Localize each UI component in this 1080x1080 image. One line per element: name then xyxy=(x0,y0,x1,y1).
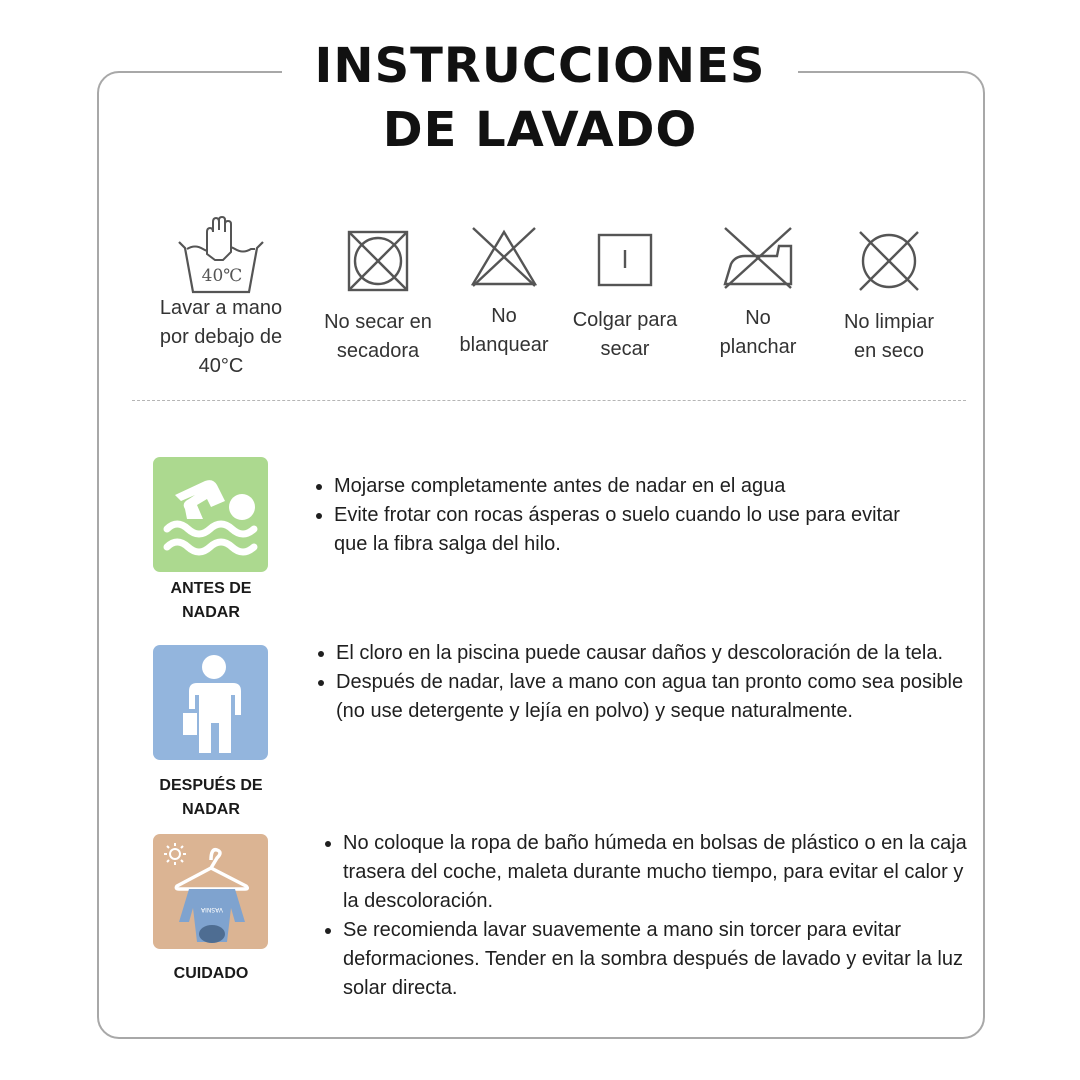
caption-after-line-2: NADAR xyxy=(182,801,240,818)
list-item: • Se recomienda lavar suavemente a mano sin torcer para evitar deformaciones. Tender en la sombra después de lavado y evitar la luz solar directa. xyxy=(343,916,971,1003)
section-caption-before xyxy=(140,577,282,625)
care-symbol-line-dry xyxy=(564,232,686,364)
care-symbol-no-tumble-dry xyxy=(312,228,444,366)
caption-before-line-2: NADAR xyxy=(182,604,240,621)
hanger-swimsuit-icon xyxy=(153,834,268,949)
list-item: • El cloro en la piscina puede causar daños y descoloración de la tela. xyxy=(336,639,966,668)
title-line-2: DE LAVADO xyxy=(382,102,698,158)
no-bleach-icon xyxy=(469,226,539,288)
section-caption-care xyxy=(140,962,282,986)
section-bullets-care xyxy=(321,829,971,1003)
no-iron-label-1: No xyxy=(745,307,771,329)
no-bleach-label-1: No xyxy=(491,305,517,327)
no-tumble-dry-icon xyxy=(345,228,411,294)
page-title xyxy=(0,34,1080,162)
no-iron-icon xyxy=(721,226,795,290)
care-symbol-no-bleach xyxy=(448,226,560,360)
no-iron-label-2: planchar xyxy=(719,336,797,358)
list-item: • No coloque la ropa de baño húmeda en bolsas de plástico o en la caja trasera del coche, maleta durante mucho tiempo, para evitar el calor y la descoloración. xyxy=(343,829,971,916)
no-bleach-label-2: blanquear xyxy=(459,334,549,356)
dashed-divider xyxy=(132,400,966,401)
line-dry-label-1: Colgar para xyxy=(572,309,678,331)
no-dry-clean-label-2: en seco xyxy=(853,340,925,362)
section-caption-after xyxy=(140,774,282,822)
no-tumble-dry-label-2: secadora xyxy=(336,340,420,362)
section-bullets-after xyxy=(314,639,966,726)
caption-care-line-1: CUIDADO xyxy=(173,965,249,982)
care-symbol-no-dry-clean xyxy=(826,228,952,366)
section-icon-tile-after xyxy=(153,645,268,760)
caption-before-line-1: ANTES DE xyxy=(170,580,252,597)
swimsuit-label: VASNIA xyxy=(201,906,223,913)
no-dry-clean-icon xyxy=(856,228,922,294)
hand-wash-icon xyxy=(175,216,267,294)
person-with-bag-icon xyxy=(153,645,268,760)
section-icon-tile-care xyxy=(153,834,268,949)
list-item: • Mojarse completamente antes de nadar en el agua xyxy=(334,472,924,501)
list-item: • Evite frotar con rocas ásperas o suelo cuando lo use para evitar que la fibra salga del hilo. xyxy=(334,501,924,559)
caption-after-line-1: DESPUÉS DE xyxy=(159,777,263,794)
hand-wash-label-3: 40°C xyxy=(198,355,244,377)
care-symbol-hand-wash xyxy=(150,216,292,381)
section-icon-tile-before xyxy=(153,457,268,572)
section-bullets-before xyxy=(312,472,924,559)
swimmer-icon xyxy=(153,457,268,572)
care-symbol-no-iron xyxy=(706,226,810,362)
line-dry-icon xyxy=(596,232,654,288)
title-line-1: INSTRUCCIONES xyxy=(314,38,766,94)
hand-wash-label-2: por debajo de xyxy=(159,326,283,348)
hand-wash-label-1: Lavar a mano xyxy=(159,297,283,319)
temperature-badge: 40℃ xyxy=(201,266,243,286)
no-dry-clean-label-1: No limpiar xyxy=(843,311,935,333)
no-tumble-dry-label-1: No secar en xyxy=(324,311,432,333)
list-item: • Después de nadar, lave a mano con agua tan pronto como sea posible (no use detergente y lejía en polvo) y seque naturalmente. xyxy=(336,668,966,726)
line-dry-label-2: secar xyxy=(600,338,650,360)
